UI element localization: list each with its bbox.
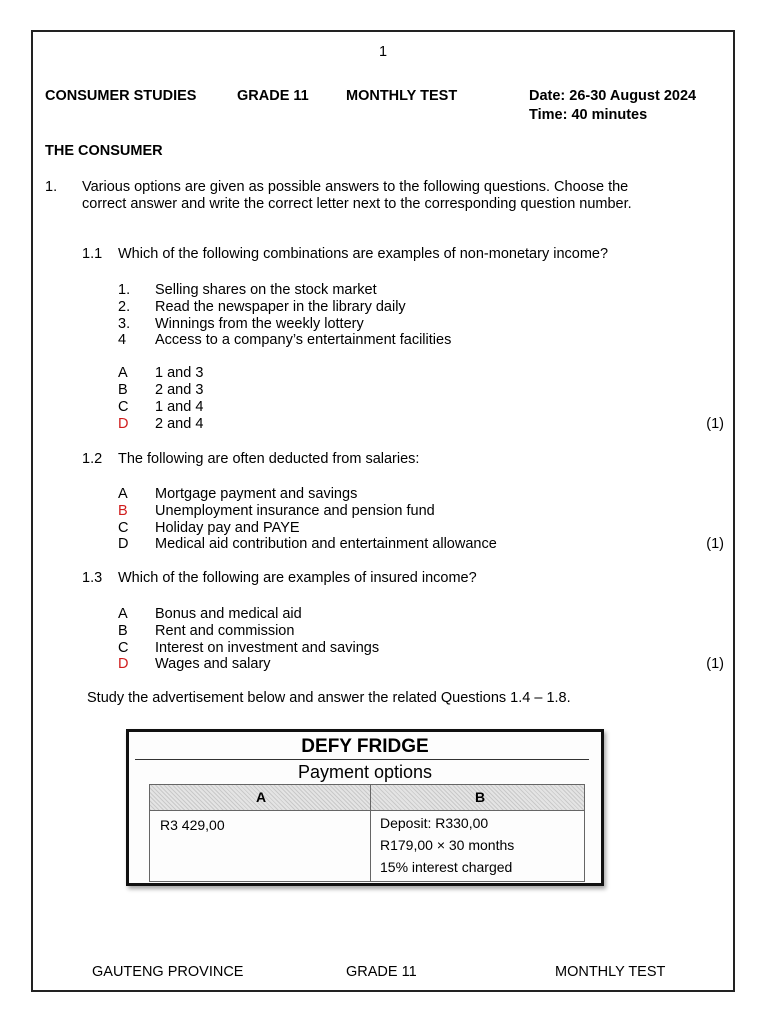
q1-1-number: 1.1: [82, 246, 103, 262]
q1-1-answer-letter: D: [118, 416, 129, 432]
header-test: MONTHLY TEST: [346, 88, 458, 104]
q1-1-option-letter: A: [118, 365, 128, 381]
q1-3-text: Which of the following are examples of insured income?: [118, 570, 477, 586]
study-instruction: Study the advertisement below and answer the related Questions 1.4 – 1.8.: [87, 690, 571, 706]
header-date: Date: 26-30 August 2024: [529, 88, 697, 104]
option-b-instalments: R179,00 × 30 months: [380, 837, 515, 853]
question-1-instruction: Various options are given as possible answers to the following questions. Choose the correct answer and write the correct letter next to the corresponding question number.: [82, 179, 632, 212]
q1-3-option-letter: C: [118, 640, 129, 656]
column-b-header: B: [475, 789, 486, 805]
option-a-price: R3 429,00: [160, 817, 225, 833]
page-number: 1: [379, 44, 388, 60]
fridge-advertisement: [126, 729, 604, 886]
question-1-number: 1.: [45, 179, 58, 195]
q1-2-option-letter: C: [118, 520, 129, 536]
q1-1-statement-num: 1.: [118, 282, 131, 298]
q1-3-option-text: Bonus and medical aid: [155, 606, 302, 622]
q1-2-option-text: Unemployment insurance and pension fund: [155, 503, 435, 519]
q1-2-answer-letter: B: [118, 503, 128, 519]
q1-1-option-letter: B: [118, 382, 128, 398]
q1-1-statement-text: Read the newspaper in the library daily: [155, 299, 406, 315]
q1-3-number: 1.3: [82, 570, 103, 586]
q1-2-text: The following are often deducted from salaries:: [118, 451, 420, 467]
q1-3-option-text: Interest on investment and savings: [155, 640, 380, 656]
q1-3-option-letter: B: [118, 623, 128, 639]
q1-2-mark: (1): [706, 536, 724, 552]
q1-1-statement-num: 4: [118, 332, 127, 348]
q1-3-mark: (1): [706, 656, 724, 672]
q1-3-option-text: Wages and salary: [155, 656, 271, 672]
q1-1-option-text: 2 and 3: [155, 382, 204, 398]
q1-1-statement-text: Access to a company’s entertainment facilities: [155, 332, 452, 348]
footer-test: MONTHLY TEST: [555, 964, 666, 980]
q1-1-statement-text: Winnings from the weekly lottery: [155, 316, 364, 332]
header-time: Time: 40 minutes: [529, 107, 648, 123]
q1-2-number: 1.2: [82, 451, 103, 467]
payment-options-table: [149, 784, 585, 882]
q1-2-option-text: Medical aid contribution and entertainment allowance: [155, 536, 497, 552]
footer-grade: GRADE 11: [346, 964, 417, 980]
option-b-interest: 15% interest charged: [380, 859, 513, 875]
header-subject: CONSUMER STUDIES: [45, 88, 197, 104]
q1-1-option-text: 1 and 3: [155, 365, 204, 381]
q1-2-option-text: Holiday pay and PAYE: [155, 520, 300, 536]
q1-3-answer-letter: D: [118, 656, 129, 672]
table-column-divider: [370, 785, 371, 881]
option-b-deposit: Deposit: R330,00: [380, 815, 489, 831]
q1-1-option-text: 2 and 4: [155, 416, 204, 432]
advert-title: DEFY FRIDGE: [301, 736, 429, 757]
advert-divider: [135, 759, 589, 760]
q1-1-statement-text: Selling shares on the stock market: [155, 282, 377, 298]
column-a-header: A: [256, 789, 267, 805]
q1-2-option-text: Mortgage payment and savings: [155, 486, 358, 502]
q1-2-option-letter: A: [118, 486, 128, 502]
q1-1-option-text: 1 and 4: [155, 399, 204, 415]
q1-1-statement-num: 3.: [118, 316, 131, 332]
q1-2-option-letter: D: [118, 536, 129, 552]
table-header-row: [150, 785, 584, 811]
advert-subtitle: Payment options: [297, 762, 433, 782]
q1-3-option-letter: A: [118, 606, 128, 622]
section-title: THE CONSUMER: [45, 143, 163, 159]
footer-province: GAUTENG PROVINCE: [92, 964, 244, 980]
header-grade: GRADE 11: [237, 88, 309, 104]
q1-1-mark: (1): [706, 416, 724, 432]
q1-1-statement-num: 2.: [118, 299, 131, 315]
q1-1-text: Which of the following combinations are examples of non-monetary income?: [118, 246, 609, 262]
q1-1-option-letter: C: [118, 399, 129, 415]
q1-3-option-text: Rent and commission: [155, 623, 295, 639]
